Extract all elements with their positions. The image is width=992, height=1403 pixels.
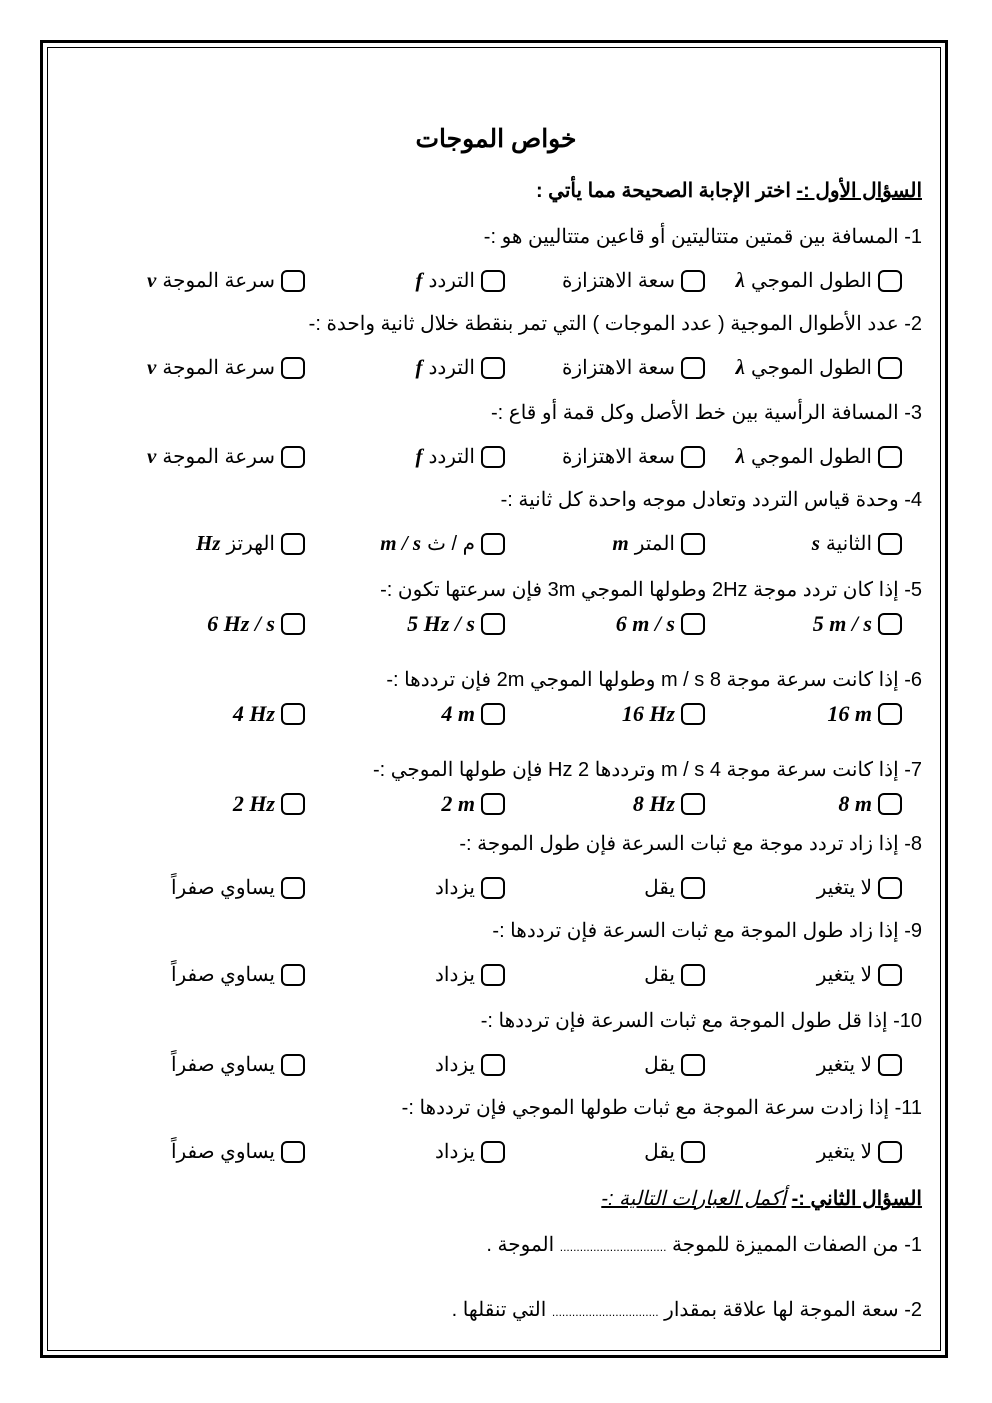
q1-q3-option-2[interactable] (562, 444, 705, 469)
q2-item-2-blank[interactable]: ................................ (551, 1305, 659, 1319)
option-symbol: 4 Hz (232, 701, 275, 726)
answer-checkbox[interactable] (281, 964, 305, 986)
option-symbol: f (415, 444, 423, 468)
answer-checkbox[interactable] (681, 446, 705, 468)
option-symbol: 16 Hz (621, 701, 675, 726)
option-label: سعة الاهتزازة (562, 270, 675, 292)
option-label: سرعة الموجة (162, 357, 275, 379)
option-symbol: λ (735, 444, 745, 468)
q1-q7-option-2[interactable] (633, 791, 705, 817)
answer-checkbox[interactable] (281, 613, 305, 635)
q1-question-11: 11- إذا زادت سرعة الموجة مع ثبات طولها الموجي فإن ترددها :- (401, 1097, 922, 1119)
q1-q6-option-4[interactable] (233, 701, 305, 727)
answer-checkbox[interactable] (681, 1141, 705, 1163)
q1-question-10-options (60, 1052, 930, 1086)
q1-q7-option-3[interactable] (441, 791, 505, 817)
q1-q6-option-1[interactable] (827, 701, 902, 727)
q1-q7-option-4[interactable] (233, 791, 305, 817)
answer-checkbox[interactable] (481, 357, 505, 379)
q1-q11-option-2[interactable] (644, 1139, 705, 1164)
answer-checkbox[interactable] (481, 446, 505, 468)
option-label: يقل (644, 964, 675, 986)
q1-q3-option-4[interactable] (147, 444, 305, 469)
q1-instruction: اختر الإجابة الصحيحة مما يأتي : (535, 180, 791, 202)
q2-item-1-after: الموجة . (486, 1234, 555, 1256)
option-label: يزداد (435, 964, 475, 986)
q1-question-9-options (60, 962, 930, 996)
q1-q7-option-1[interactable] (838, 791, 902, 817)
q1-question-8-options (60, 875, 930, 909)
q1-question-9: 9- إذا زاد طول الموجة مع ثبات السرعة فإن ترددها :- (492, 920, 922, 942)
answer-checkbox[interactable] (281, 877, 305, 899)
q1-heading: السؤال الأول :- (796, 180, 922, 202)
q1-question-5: 5- إذا كان تردد موجة 2Hz وطولها الموجي 3m فإن سرعتها تكون :- (380, 579, 922, 601)
q1-q8-option-2[interactable] (644, 875, 705, 900)
answer-checkbox[interactable] (281, 1141, 305, 1163)
q1-q6-option-2[interactable] (622, 701, 705, 727)
option-label: يزداد (435, 1141, 475, 1163)
q1-question-2-options (60, 355, 930, 389)
q1-q8-option-1[interactable] (817, 875, 902, 900)
option-label: الطول الموجي (750, 446, 872, 468)
option-label: لا يتغير (816, 1054, 872, 1076)
q1-question-7: 7- إذا كانت سرعة موجة 4 m / s وترددها 2 Hz فإن طولها الموجي :- (372, 759, 922, 781)
q1-q5-option-4[interactable] (207, 611, 305, 637)
q1-question-4-options (60, 531, 930, 565)
option-label: يزداد (435, 877, 475, 899)
answer-checkbox[interactable] (681, 1054, 705, 1076)
answer-checkbox[interactable] (681, 533, 705, 555)
q1-question-1-options (60, 268, 930, 302)
option-symbol: 16 m (827, 701, 872, 726)
answer-checkbox[interactable] (481, 533, 505, 555)
answer-checkbox[interactable] (481, 964, 505, 986)
q1-q1-option-2[interactable] (562, 268, 705, 293)
q1-q10-option-4[interactable] (171, 1052, 305, 1077)
q1-question-3: 3- المسافة الرأسية بين خط الأصل وكل قمة أو قاع :- (491, 402, 922, 424)
option-symbol: v (147, 268, 157, 292)
option-symbol: v (147, 444, 157, 468)
answer-checkbox[interactable] (878, 270, 902, 292)
answer-checkbox[interactable] (681, 877, 705, 899)
option-symbol: λ (735, 355, 745, 379)
q1-q1-option-4[interactable] (147, 268, 305, 293)
answer-checkbox[interactable] (281, 793, 305, 815)
q1-q2-option-2[interactable] (562, 355, 705, 380)
option-symbol: f (415, 355, 423, 379)
answer-checkbox[interactable] (481, 613, 505, 635)
q1-question-5-options (60, 611, 930, 645)
option-label: الطول الموجي (750, 357, 872, 379)
answer-checkbox[interactable] (481, 703, 505, 725)
answer-checkbox[interactable] (281, 533, 305, 555)
answer-checkbox[interactable] (681, 703, 705, 725)
q1-q5-option-2[interactable] (616, 611, 705, 637)
q1-q9-option-4[interactable] (171, 962, 305, 987)
q2-item-1 (486, 1232, 922, 1257)
q1-q8-option-3[interactable] (435, 875, 505, 900)
q1-question-4: 4- وحدة قياس التردد وتعادل موجه واحدة كل ثانية :- (500, 489, 922, 511)
q2-item-2 (452, 1297, 922, 1322)
answer-checkbox[interactable] (878, 1054, 902, 1076)
q1-question-3-options (60, 444, 930, 478)
q1-q5-option-1[interactable] (813, 611, 902, 637)
option-label: يقل (644, 877, 675, 899)
option-symbol: f (415, 268, 423, 292)
q2-item-1-before: 1- من الصفات المميزة للموجة (671, 1234, 922, 1256)
answer-checkbox[interactable] (281, 270, 305, 292)
option-symbol: 8 Hz (632, 791, 675, 816)
option-symbol: 6 Hz / s (207, 611, 275, 636)
option-symbol: λ (735, 268, 745, 292)
q1-q9-option-3[interactable] (435, 962, 505, 987)
q1-q2-option-1[interactable] (736, 355, 902, 380)
option-symbol: 4 m (441, 701, 475, 726)
option-label: سرعة الموجة (162, 270, 275, 292)
answer-checkbox[interactable] (878, 446, 902, 468)
answer-checkbox[interactable] (681, 793, 705, 815)
q1-q1-option-1[interactable] (736, 268, 902, 293)
q1-q4-option-1[interactable] (812, 531, 902, 556)
answer-checkbox[interactable] (878, 357, 902, 379)
answer-checkbox[interactable] (878, 964, 902, 986)
q1-header (536, 178, 922, 203)
q1-q4-option-2[interactable] (612, 531, 705, 556)
q1-q10-option-1[interactable] (817, 1052, 902, 1077)
q1-q1-option-3[interactable] (415, 268, 505, 293)
option-symbol: m (612, 531, 629, 555)
option-label: الثانية (825, 533, 872, 555)
q1-question-7-options (60, 791, 930, 825)
answer-checkbox[interactable] (681, 357, 705, 379)
option-label: سعة الاهتزازة (562, 357, 675, 379)
answer-checkbox[interactable] (681, 964, 705, 986)
q2-item-1-blank[interactable]: ................................ (559, 1240, 667, 1254)
q1-question-8: 8- إذا زاد تردد موجة مع ثبات السرعة فإن طول الموجة :- (459, 833, 922, 855)
answer-checkbox[interactable] (681, 270, 705, 292)
answer-checkbox[interactable] (878, 703, 902, 725)
option-symbol: v (147, 355, 157, 379)
q1-q11-option-4[interactable] (171, 1139, 305, 1164)
option-label: م / ث (427, 533, 475, 555)
q1-question-1: 1- المسافة بين قمتين متتاليتين أو قاعين متتاليين هو :- (483, 226, 922, 248)
q1-q8-option-4[interactable] (171, 875, 305, 900)
q1-q9-option-2[interactable] (644, 962, 705, 987)
option-symbol: 5 Hz / s (407, 611, 475, 636)
answer-checkbox[interactable] (878, 877, 902, 899)
q2-item-2-before: 2- سعة الموجة لها علاقة بمقدار (664, 1299, 922, 1321)
option-label: الطول الموجي (750, 270, 872, 292)
option-label: يساوي صفراً (170, 964, 275, 986)
option-label: لا يتغير (816, 877, 872, 899)
option-symbol: 2 Hz (232, 791, 275, 816)
answer-checkbox[interactable] (281, 357, 305, 379)
page-title: خواص الموجات (415, 125, 577, 153)
answer-checkbox[interactable] (878, 1141, 902, 1163)
answer-checkbox[interactable] (481, 270, 505, 292)
option-symbol: 8 m (838, 791, 872, 816)
q1-question-2: 2- عدد الأطوال الموجية ( عدد الموجات ) التي تمر بنقطة خلال ثانية واحدة :- (308, 313, 922, 335)
q1-q11-option-3[interactable] (435, 1139, 505, 1164)
option-label: يساوي صفراً (170, 877, 275, 899)
option-label: لا يتغير (816, 1141, 872, 1163)
answer-checkbox[interactable] (481, 1054, 505, 1076)
option-label: سعة الاهتزازة (562, 446, 675, 468)
option-label: لا يتغير (816, 964, 872, 986)
option-label: يساوي صفراً (170, 1054, 275, 1076)
option-symbol: 6 m / s (615, 611, 675, 636)
q1-question-11-options (60, 1139, 930, 1173)
option-label: التردد (428, 270, 475, 292)
option-label: يقل (644, 1141, 675, 1163)
q1-q2-option-3[interactable] (415, 355, 505, 380)
q1-q6-option-3[interactable] (441, 701, 505, 727)
q1-question-6-options (60, 701, 930, 735)
q2-item-2-after: التي تنقلها . (451, 1299, 547, 1321)
option-label: المتر (634, 533, 675, 555)
q2-header (601, 1186, 922, 1211)
answer-checkbox[interactable] (481, 1141, 505, 1163)
answer-checkbox[interactable] (681, 613, 705, 635)
option-symbol: Hz (195, 531, 221, 555)
q1-q4-option-4[interactable] (196, 531, 305, 556)
answer-checkbox[interactable] (878, 533, 902, 555)
q1-q10-option-2[interactable] (644, 1052, 705, 1077)
option-label: يقل (644, 1054, 675, 1076)
option-label: التردد (428, 446, 475, 468)
answer-checkbox[interactable] (281, 1054, 305, 1076)
q1-q5-option-3[interactable] (407, 611, 505, 637)
option-label: سرعة الموجة (162, 446, 275, 468)
q1-question-6: 6- إذا كانت سرعة موجة 8 m / s وطولها الموجي 2m فإن ترددها :- (386, 669, 922, 691)
option-label: يساوي صفراً (170, 1141, 275, 1163)
q1-q4-option-3[interactable] (380, 531, 505, 556)
answer-checkbox[interactable] (878, 613, 902, 635)
q1-q9-option-1[interactable] (817, 962, 902, 987)
option-symbol: s (811, 531, 820, 555)
q1-q3-option-3[interactable] (415, 444, 505, 469)
q1-question-10: 10- إذا قل طول الموجة مع ثبات السرعة فإن ترددها :- (480, 1010, 922, 1032)
option-label: يزداد (435, 1054, 475, 1076)
option-symbol: 2 m (441, 791, 475, 816)
q2-instruction: أكمل العبارات التالية :- (601, 1188, 787, 1210)
answer-checkbox[interactable] (878, 793, 902, 815)
option-symbol: m / s (380, 531, 422, 555)
q1-q2-option-4[interactable] (147, 355, 305, 380)
q1-q10-option-3[interactable] (435, 1052, 505, 1077)
q1-q11-option-1[interactable] (817, 1139, 902, 1164)
answer-checkbox[interactable] (481, 877, 505, 899)
answer-checkbox[interactable] (281, 703, 305, 725)
answer-checkbox[interactable] (281, 446, 305, 468)
option-label: الهرتز (226, 533, 275, 555)
q2-heading: السؤال الثاني :- (791, 1188, 922, 1210)
option-symbol: 5 m / s (812, 611, 872, 636)
answer-checkbox[interactable] (481, 793, 505, 815)
q1-q3-option-1[interactable] (736, 444, 902, 469)
option-label: التردد (428, 357, 475, 379)
